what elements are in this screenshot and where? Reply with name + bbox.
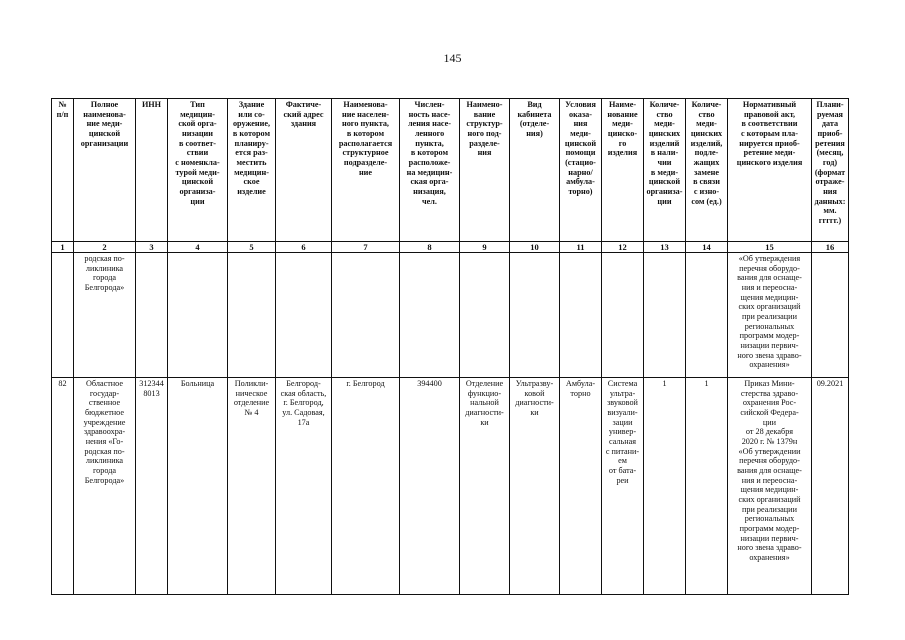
table-cell-org-type: Больница xyxy=(168,378,228,595)
column-number-row xyxy=(52,242,849,253)
table-cell-population: 394400 xyxy=(400,378,460,595)
table-cell-legal-act: Приказ Мини- стерства здраво- охранения Рос- сийской Федера- ции от 28 декабря 2020 г. № 1379н «Об утверждении перечня оборудо- вания для оснаще- ния и переосна- щения медицин- ских организаций при реализации региональных программ модер- низации первич- ного звена здраво- охранения» xyxy=(728,378,812,595)
table-cell xyxy=(560,253,602,378)
table-cell-locality: г. Белгород xyxy=(332,378,400,595)
table-cell xyxy=(400,253,460,378)
table-cell-qty-replace: 1 xyxy=(686,378,728,595)
column-number: 13 xyxy=(644,242,686,253)
table-cell-inn: 312344 8013 xyxy=(136,378,168,595)
header-cell-conditions: Условия оказа- ния меди- цинской помощи (стацио- нарно/ амбула- торно) xyxy=(560,99,602,242)
table-cell xyxy=(168,253,228,378)
column-number: 5 xyxy=(228,242,276,253)
header-cell-address: Фактиче- ский адрес здания xyxy=(276,99,332,242)
column-number: 1 xyxy=(52,242,74,253)
header-cell-planned-date: Плани- руемая дата приоб- ретения (месяц, год) (формат отраже- ния данных: мм. ггггг.) xyxy=(812,99,849,242)
header-cell-qty-available: Количе- ство меди- цинских изделий в нали- чии в меди- цинской организа- ции xyxy=(644,99,686,242)
header-cell-population: Числен- ность насе- ления насе- ленного пункта, в котором расположе- на медицин- ская орга- низация, чел. xyxy=(400,99,460,242)
column-number: 2 xyxy=(74,242,136,253)
table-cell xyxy=(276,253,332,378)
column-number: 11 xyxy=(560,242,602,253)
table-cell-cabinet: Ультразву- ковой диагности- ки xyxy=(510,378,560,595)
header-cell-inn: ИНН xyxy=(136,99,168,242)
column-number: 15 xyxy=(728,242,812,253)
table-cell-subdivision: Отделение функцио- нальной диагности- ки xyxy=(460,378,510,595)
column-number: 10 xyxy=(510,242,560,253)
header-cell-num: № п/п xyxy=(52,99,74,242)
page-number: 145 xyxy=(443,51,462,65)
header-cell-qty-replace: Количе- ство меди- цинских изделий, подле- жащих замене в связи с изно- сом (ед.) xyxy=(686,99,728,242)
table-row-continued xyxy=(52,253,849,378)
table-cell-num: 82 xyxy=(52,378,74,595)
header-cell-device-name: Наиме- нование меди- цинско- го изделия xyxy=(602,99,644,242)
header-row xyxy=(52,99,849,242)
table-cell-device-name: Система ультра- звуковой визуали- зации универ- сальная с питани- ем от бата- реи xyxy=(602,378,644,595)
table-cell xyxy=(644,253,686,378)
table-cell-address: Белгород- ская область, г. Белгород, ул. Садовая, 17а xyxy=(276,378,332,595)
header-cell-locality: Наименова- ние населен- ного пункта, в котором располагается структурное подразделе- ние xyxy=(332,99,400,242)
header-cell-subdivision: Наимено- вание структур- ного под- разделе- ния xyxy=(460,99,510,242)
column-number: 7 xyxy=(332,242,400,253)
table-cell-building: Поликли- ническое отделение № 4 xyxy=(228,378,276,595)
table-cell-conditions: Амбула- торно xyxy=(560,378,602,595)
column-number: 8 xyxy=(400,242,460,253)
column-number: 16 xyxy=(812,242,849,253)
column-number: 3 xyxy=(136,242,168,253)
table-cell-org-name: Областное государ- ственное бюджетное учреждение здравоохра- нения «Го- родская по- ликлиника города Белгорода» xyxy=(74,378,136,595)
header-cell-legal-act: Нормативный правовой акт, в соответствии с которым пла- нируется приоб- ретение меди- цинского изделия xyxy=(728,99,812,242)
table-cell-planned-date: 09.2021 xyxy=(812,378,849,595)
table-cell xyxy=(812,253,849,378)
column-number: 12 xyxy=(602,242,644,253)
table-cell-org-name: родская по- ликлиника города Белгорода» xyxy=(74,253,136,378)
column-number: 14 xyxy=(686,242,728,253)
table-cell xyxy=(602,253,644,378)
table-cell-qty-available: 1 xyxy=(644,378,686,595)
table-cell xyxy=(136,253,168,378)
header-cell-cabinet: Вид кабинета (отделе- ния) xyxy=(510,99,560,242)
equipment-table xyxy=(51,98,849,595)
table-cell xyxy=(332,253,400,378)
table-cell xyxy=(52,253,74,378)
header-cell-building: Здание или со- оружение, в котором планиру- ется раз- местить медицин- ское изделие xyxy=(228,99,276,242)
table-cell xyxy=(228,253,276,378)
table-cell xyxy=(510,253,560,378)
table-cell xyxy=(460,253,510,378)
table-cell xyxy=(686,253,728,378)
column-number: 6 xyxy=(276,242,332,253)
table-cell-legal-act: «Об утверждения перечня оборудо- вания для оснаще- ния и переосна- щения медицин- ских организаций при реализации региональных программ модер- низации первич- ного звена здраво- охранения» xyxy=(728,253,812,378)
column-number: 4 xyxy=(168,242,228,253)
header-cell-org-type: Тип медицин- ской орга- низации в соответ- ствии с номенкла- турой меди- цинской организа- ции xyxy=(168,99,228,242)
table-row-82 xyxy=(52,378,849,595)
header-cell-org-name: Полное наименова- ние меди- цинской организации xyxy=(74,99,136,242)
column-number: 9 xyxy=(460,242,510,253)
